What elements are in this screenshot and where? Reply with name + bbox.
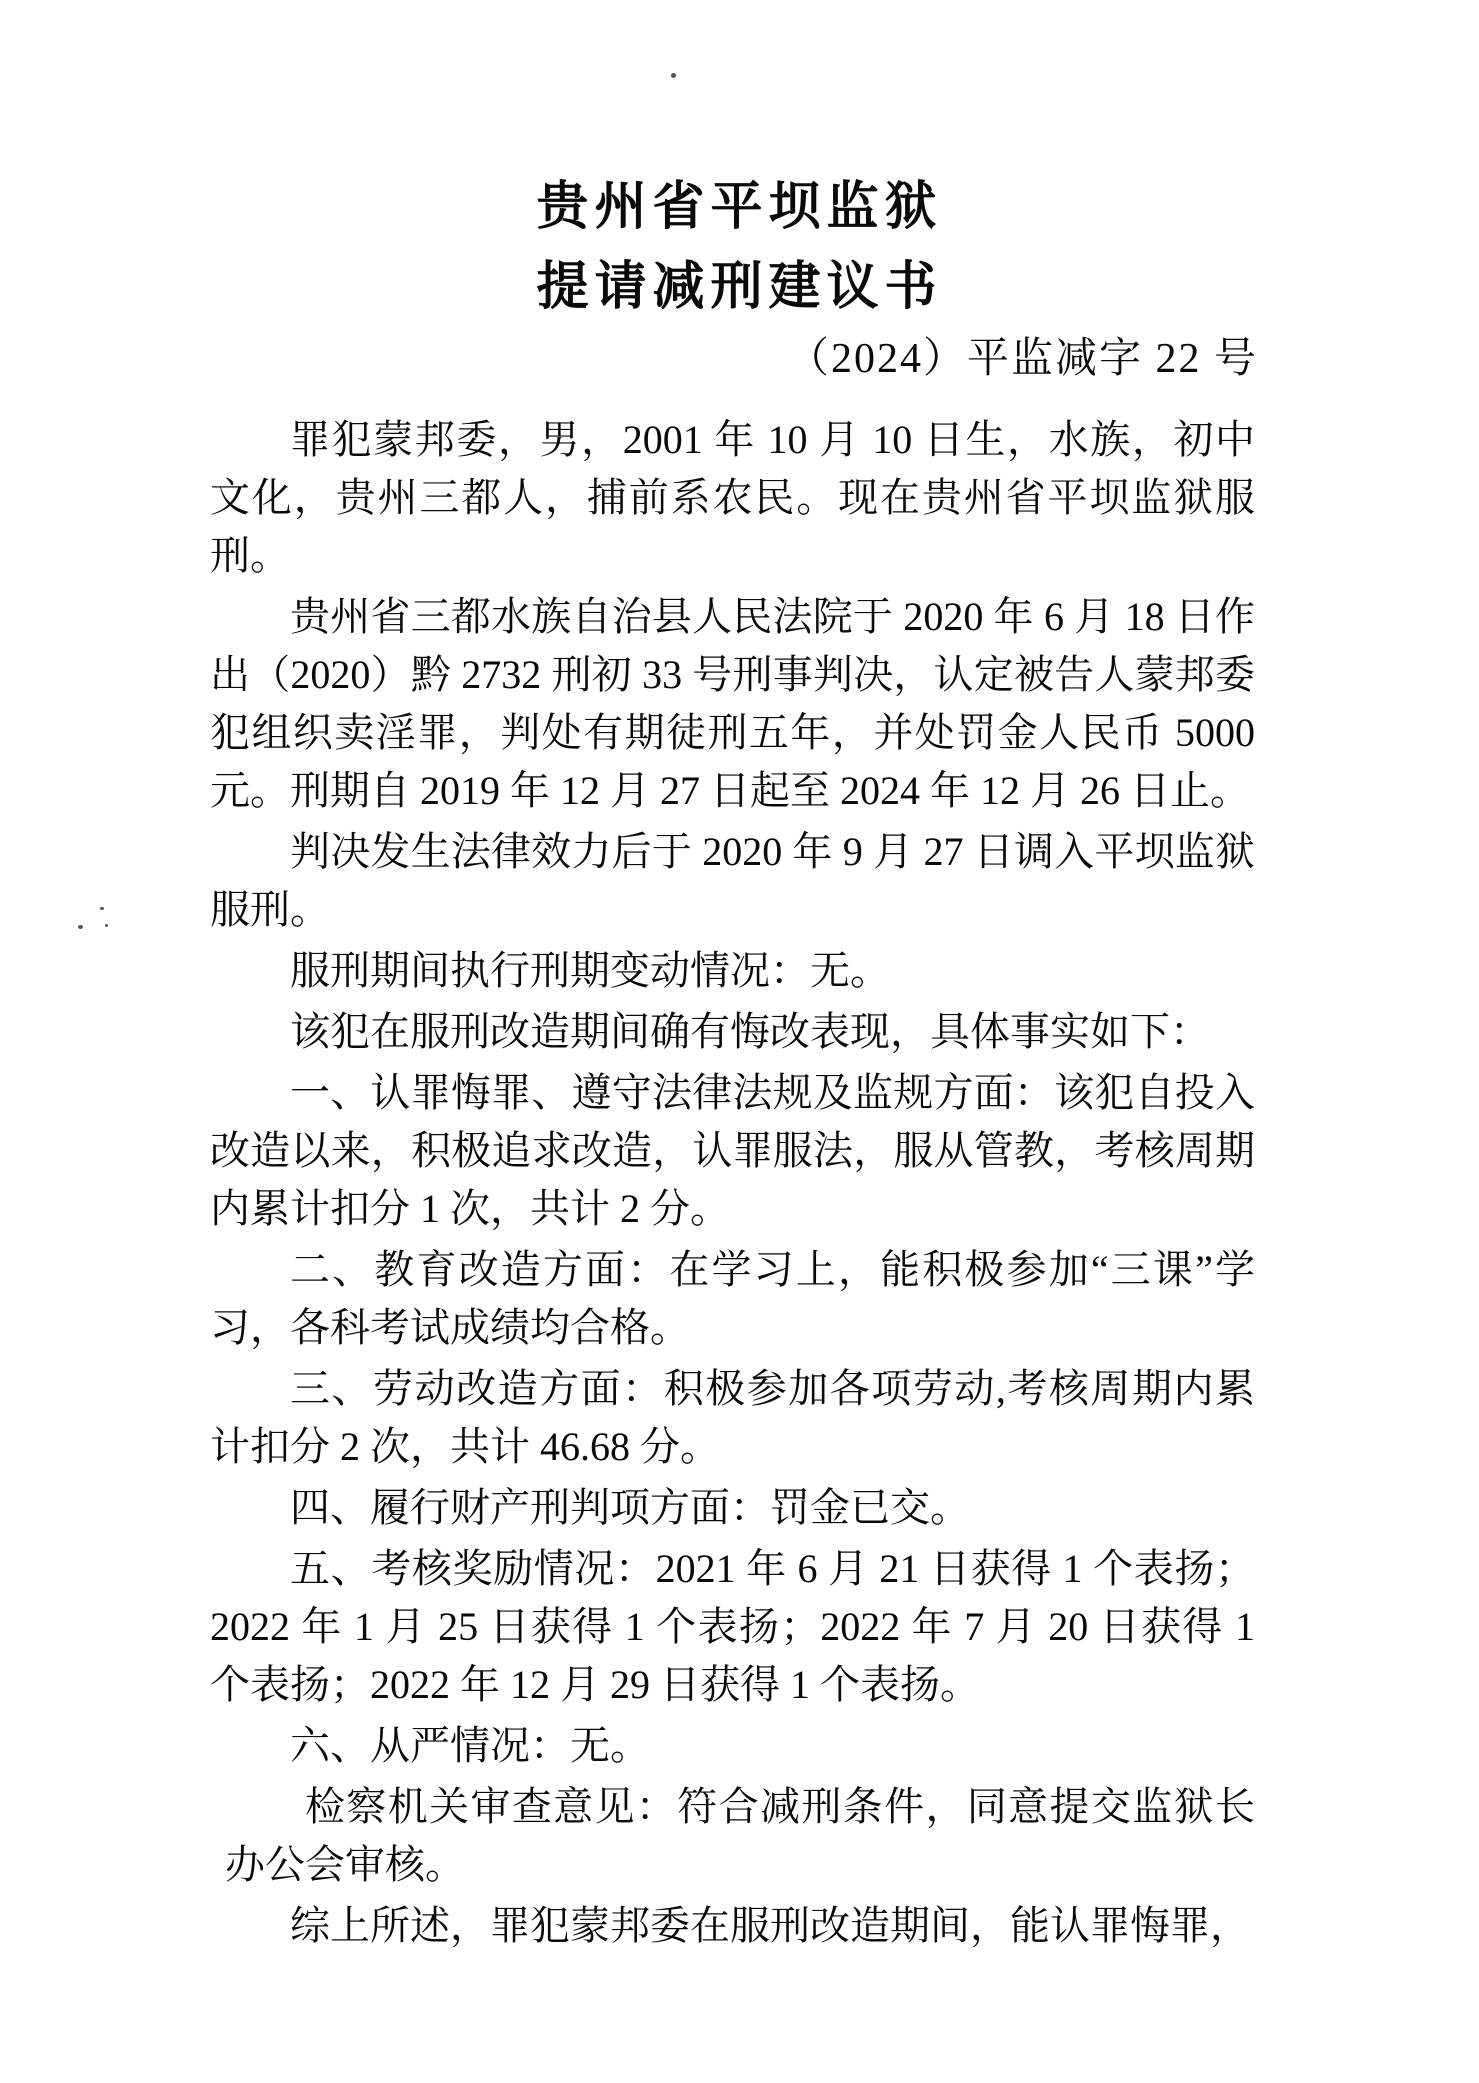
document-title: [0, 168, 1479, 328]
body-paragraph: 二、教育改造方面：在学习上，能积极参加“三课”学习，各科考试成绩均合格。: [210, 1247, 1255, 1350]
body-paragraph: 一、认罪悔罪、遵守法律法规及监规方面：该犯自投入改造以来，积极追求改造，认罪服法，服从管教，考核周期内累计扣分 1 次，共计 2 分。: [210, 1070, 1255, 1231]
body-paragraph: 综上所述，罪犯蒙邦委在服刑改造期间，能认罪悔罪，: [290, 1903, 1250, 1948]
scan-speck: [105, 924, 108, 927]
body-paragraph: 该犯在服刑改造期间确有悔改表现，具体事实如下：: [290, 1009, 1210, 1054]
body-paragraph: 检察机关审查意见：符合减刑条件，同意提交监狱长办公会审核。: [225, 1784, 1255, 1887]
scan-speck: [100, 907, 104, 910]
body-paragraph: 贵州省三都水族自治县人民法院于 2020 年 6 月 18 日作出（2020）黔 2732 刑初 33 号刑事判决，认定被告人蒙邦委犯组织卖淫罪，判处有期徒刑五年，并处罚金人民币 5000 元。刑期自 2019 年 12 月 27 日起至 2024 年 12 月 26 日止。: [210, 594, 1255, 813]
scan-speck: [671, 73, 676, 78]
document-number: （2024）平监减字 22 号: [786, 336, 1258, 382]
body-paragraph: 五、考核奖励情况：2021 年 6 月 21 日获得 1 个表扬；2022 年 1 月 25 日获得 1 个表扬；2022 年 7 月 20 日获得 1 个表扬；2022 年 12 月 29 日获得 1 个表扬。: [210, 1546, 1255, 1707]
body-paragraph: 服刑期间执行刑期变动情况：无。: [290, 948, 890, 993]
title-line-2: 提请减刑建议书: [536, 259, 943, 316]
body-paragraph: 四、履行财产刑判项方面：罚金已交。: [290, 1485, 970, 1530]
scan-speck: [78, 925, 83, 929]
body-paragraph: 判决发生法律效力后于 2020 年 9 月 27 日调入平坝监狱服刑。: [210, 829, 1255, 932]
body-paragraph: 六、从严情况：无。: [290, 1723, 650, 1768]
title-line-1: 贵州省平坝监狱: [536, 179, 943, 236]
body-paragraph: 三、劳动改造方面：积极参加各项劳动,考核周期内累计扣分 2 次，共计 46.68 分。: [210, 1366, 1255, 1469]
document-body: [210, 411, 1255, 1958]
body-paragraph: 罪犯蒙邦委，男，2001 年 10 月 10 日生，水族，初中文化，贵州三都人，捕前系农民。现在贵州省平坝监狱服刑。: [210, 417, 1255, 578]
